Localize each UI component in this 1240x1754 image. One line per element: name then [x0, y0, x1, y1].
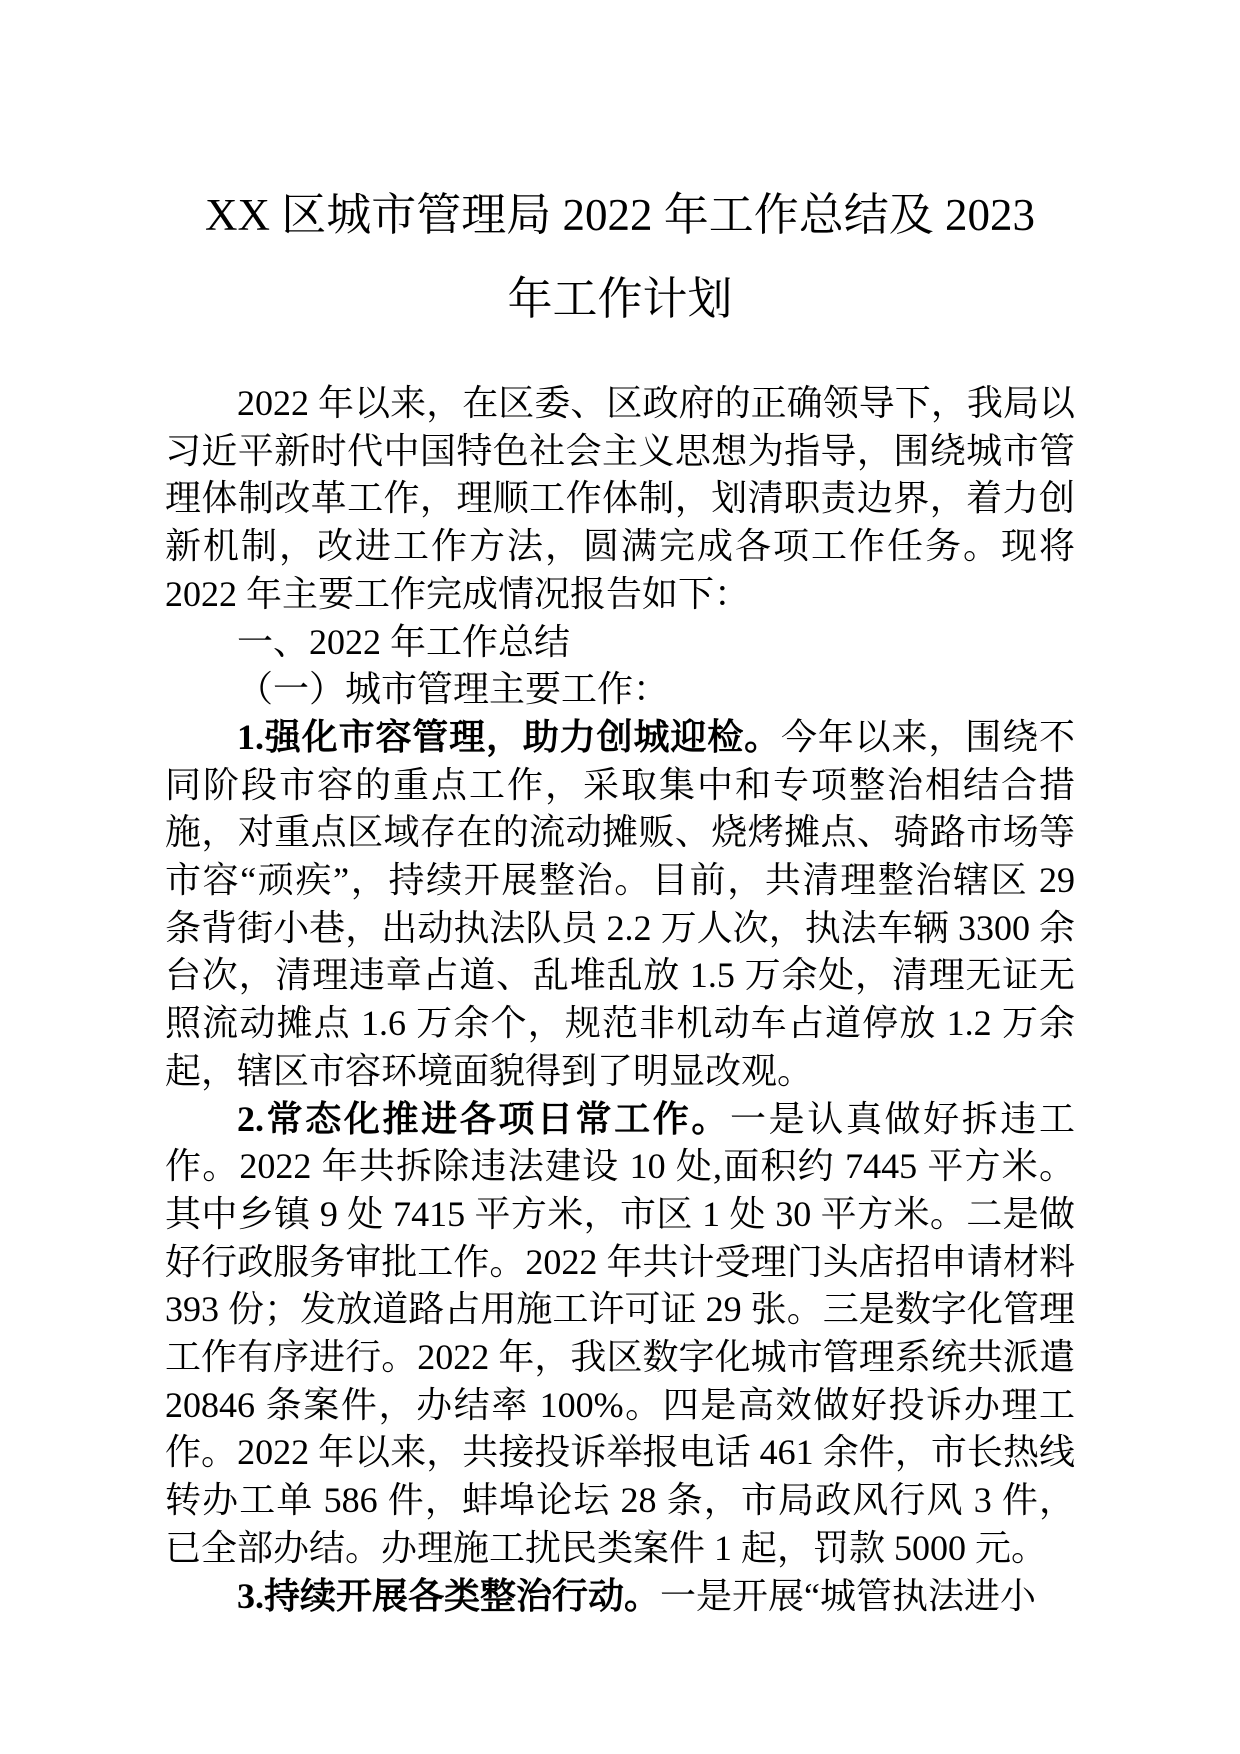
document-body [165, 341, 1075, 1620]
bold-text-run: 3.持续开展各类整治行动。 [237, 1575, 661, 1616]
document-content [165, 0, 1075, 1620]
text-run: （一）城市管理主要工作： [237, 669, 670, 710]
text-run: 2022 年以来，在区委、区政府的正确领导下，我局以习近平新时代中国特色社会主义思想为指导，围绕城市管理体制改革工作，理顺工作体制，划清职责边界，着力创新机制，改进工作方法，圆满完成各项工作任务。现将 2022 年主要工作完成情况报告如下： [165, 383, 1075, 614]
paragraph [165, 714, 1075, 1096]
document-title [165, 0, 1075, 341]
paragraph [165, 1096, 1075, 1573]
text-run: 一是开展“城管执法进小 [660, 1575, 1036, 1616]
bold-text-run: 2.常态化推进各项日常工作。 [237, 1098, 731, 1139]
paragraph [165, 619, 1075, 667]
paragraph [165, 666, 1075, 714]
paragraph [165, 380, 1075, 619]
paragraph [165, 1573, 1075, 1621]
document-title-line: XX 区城市管理局 2022 年工作总结及 2023 [205, 190, 1035, 240]
bold-text-run: 1.强化市容管理，助力创城迎检。 [237, 716, 781, 757]
text-run: 今年以来，围绕不同阶段市容的重点工作，采取集中和专项整治相结合措施，对重点区域存在的流动摊贩、烧烤摊点、骑路市场等市容“顽疾”，持续开展整治。目前，共清理整治辖区 29 条背街小巷，出动执法队员 2.2 万人次，执法车辆 3300 余台次，清理违章占道、乱堆乱放 1.5 万余处，清理无证无照流动摊点 1.6 万余个，规范非机动车占道停放 1.2 万余起，辖区市容环境面貌得到了明显改观。 [165, 716, 1075, 1091]
text-run: 一是认真做好拆违工作。2022 年共拆除违法建设 10 处,面积约 7445 平方米。其中乡镇 9 处 7415 平方米，市区 1 处 30 平方米。二是做好行政服务审批工作。2022 年共计受理门头店招申请材料 393 份；发放道路占用施工许可证 29 张。三是数字化管理工作有序进行。2022 年，我区数字化城市管理系统共派遣 20846 条案件，办结率 100%。四是高效做好投诉办理工作。2022 年以来，共接投诉举报电话 461 余件，市长热线转办工单 586 件，蚌埠论坛 28 条，市局政风行风 3 件，已全部办结。办理施工扰民类案件 1 起，罚款 5000 元。 [165, 1098, 1075, 1568]
text-run: 一、2022 年工作总结 [237, 621, 571, 662]
document-title-line: 年工作计划 [507, 274, 733, 324]
